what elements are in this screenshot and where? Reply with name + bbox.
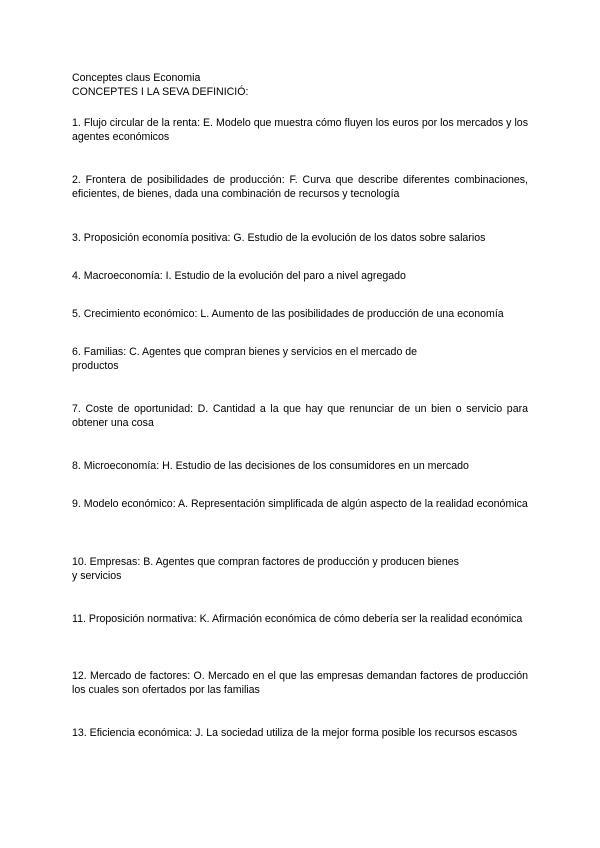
list-item <box>72 345 528 373</box>
item-text: 7. Coste de oportunidad: D. Cantidad a la que hay que renunciar de un bien o servicio para obtener una cosa <box>72 403 528 429</box>
item-text-line-2: productos <box>72 360 119 372</box>
item-text-line-1: 10. Empresas: B. Agentes que compran factores de producción y producen bienes <box>72 556 459 568</box>
list-item <box>72 669 528 697</box>
document-title: Conceptes claus Economia <box>72 72 201 84</box>
list-item <box>72 612 528 626</box>
list-item <box>72 307 528 321</box>
item-text: 4. Macroeconomía: I. Estudio de la evolución del paro a nivel agregado <box>72 270 406 282</box>
list-item <box>72 402 528 430</box>
item-text: 2. Frontera de posibilidades de producción: F. Curva que describe diferentes combinaciones, eficientes, de bienes, dada una combinación de recursos y tecnología <box>72 174 528 200</box>
item-text: 5. Crecimiento económico: L. Aumento de las posibilidades de producción de una economía <box>72 308 504 320</box>
item-text-line-1: 6. Familias: C. Agentes que compran bienes y servicios en el mercado de <box>72 346 418 358</box>
item-text: 12. Mercado de factores: O. Mercado en el que las empresas demandan factores de producción los cuales son ofertados por las familias <box>72 670 528 696</box>
list-item <box>72 231 528 245</box>
document-page <box>72 71 528 739</box>
item-text: 11. Proposición normativa: K. Afirmación económica de cómo debería ser la realidad económica <box>72 613 523 625</box>
list-item <box>72 497 528 511</box>
list-item <box>72 555 528 583</box>
list-item <box>72 459 528 473</box>
item-text: 1. Flujo circular de la renta: E. Modelo que muestra cómo fluyen los euros por los mercados y los agentes económicos <box>72 117 528 143</box>
document-subtitle: CONCEPTES I LA SEVA DEFINICIÓ: <box>72 86 249 98</box>
item-text: 9. Modelo económico: A. Representación simplificada de algún aspecto de la realidad económica <box>72 498 528 510</box>
item-text: 13. Eficiencia económica: J. La sociedad utiliza de la mejor forma posible los recursos escasos <box>72 727 518 739</box>
list-item <box>72 269 528 283</box>
list-item <box>72 116 528 144</box>
item-text: 3. Proposición economía positiva: G. Estudio de la evolución de los datos sobre salarios <box>72 232 486 244</box>
item-text-line-2: y servicios <box>72 570 122 582</box>
list-item <box>72 173 528 201</box>
list-item <box>72 726 528 740</box>
item-text: 8. Microeconomía: H. Estudio de las decisiones de los consumidores en un mercado <box>72 460 469 472</box>
